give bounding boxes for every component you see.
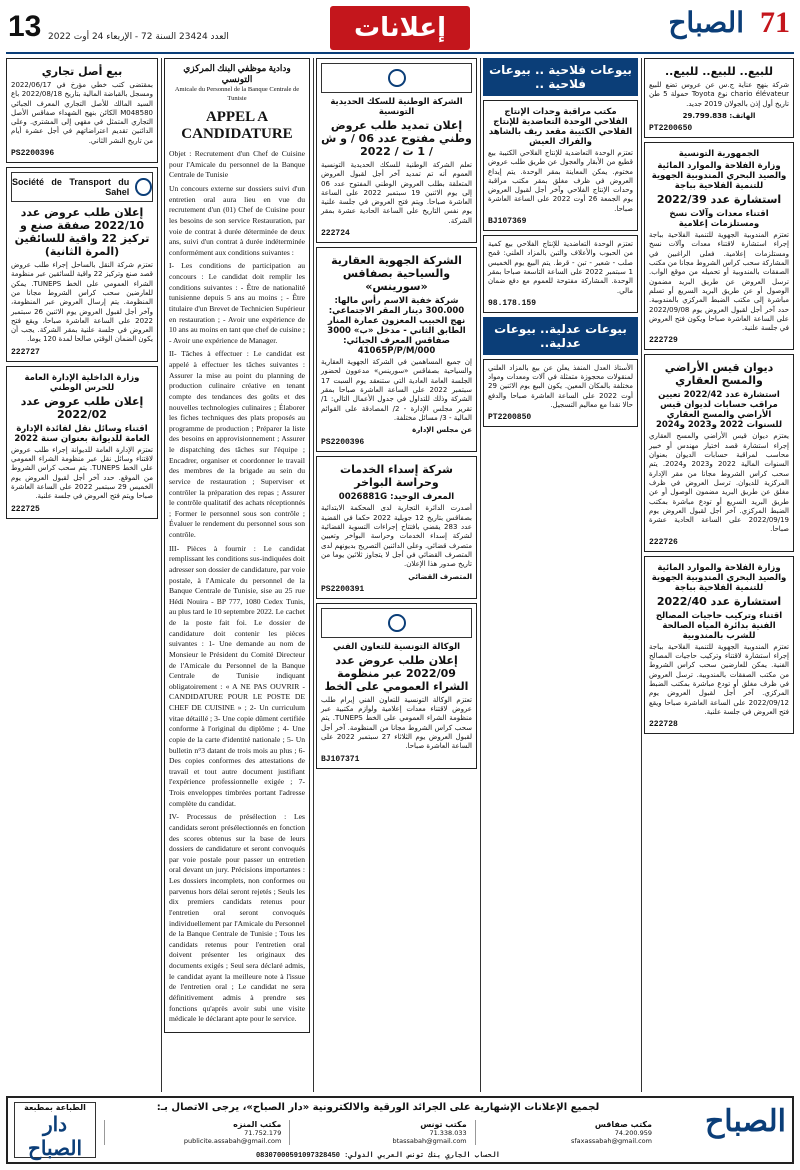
ad-organization: الشركة الوطنية للسكك الحديدية التونسية [330,97,463,117]
ad-paragraph: I- Les conditions de participation au concours : Le candidat doit remplir les conditions suivantes : - Être de nationalité tunisienne depuis 5 ans au moins ; - Être titulaire d'un Brevet de Technicien Supérieur en restauration ; - Avoir une expérience de 10 ans au moins en tant que chef de cuisine ; - Avoir une expérience de Manager. [169,261,305,345]
column-3 [316,58,477,1092]
ad-reference: 222724 [321,229,350,239]
ad-title: إعلان طلب عروض عدد 2022/09 عبر منظومة الشراء العمومي على الخط [324,653,469,693]
office-phone: 74.200.959 [614,1129,652,1137]
printer-name: دار الصباح [27,1112,83,1160]
ad-body: تعتزم المندوبية الجهوية للتنمية الفلاحية بباجة إجراء استشارة لاقتناء معدات وآلات نسخ ومستلزمات إعلامية. فعلى الراغبين في المشاركة سحب كراس الشروط مجانا من مكتب الصفقات بالمندوبية أو تحميله من موقع الواب. ترسل العروض عن طريق البريد مضمون الوصول أو عن طريق البريد السريع أو تسلم مباشرة إلى مكتب الضبط المركزي بالمندوبية. حدد آخر أجل لقبول العروض يوم 2022/09/08 على الساعة العاشرة صباحا ويكون فتح العروض في جلسة علنية. [649,231,789,333]
ad-agricultural-sale-1 [483,100,638,231]
ad-subtitle: اقتناء وتركيب حاجيات المصالح الفنية بدائرة المياه الصالحة للشرب بالمندوبية [655,610,783,641]
ad-consultation-39 [644,142,794,350]
ad-cadastre [644,354,794,551]
ad-body: تعتزم الوكالة التونسية للتعاون الفني إبرام طلب عروض لاقتناء معدات إعلامية ولوازم مكتبية عبر منظومة الشراء العمومي على الخط TUNEPS. يتم سحب كراس الشروط مجانا من المنظومة. آخر أجل لقبول العروض يوم الثلاثاء 27 سبتمبر 2022 على الساعة العاشرة صباحا. [321,695,473,751]
sncft-logo [321,63,472,93]
ad-reference: PS2200391 [321,584,365,594]
printer-label: الطباعة بمطبعة [24,1103,86,1112]
ad-reference: 222728 [649,720,678,730]
ad-agricultural-sale-2 [483,235,638,313]
ad-title: استشارة عدد 2022/40 [656,594,782,608]
ad-title: الشركة الجهوية العقارية والسياحية بصفاقس «سورينس» [331,254,462,294]
logo-number: 71 [760,6,790,39]
ad-consultation-40 [644,556,794,734]
logo-name: الصباح [668,6,744,39]
ad-sorinces-assembly [316,247,477,452]
section-title: إعلانات [330,6,470,50]
office-item [475,1120,652,1145]
office-phone: 71.338.033 [429,1129,467,1137]
ad-signature: عن مجلس الإدارة [412,426,472,435]
ad-atct-tender [316,603,477,769]
ad-organization: مكتب مراقبة وحدات الإنتاج الفلاحي الوحدة التعاضدية للإنتاج الفلاحي الكتيبة مقعد ريف بالشاهد والفراك العيش [488,107,633,147]
page-footer [6,1096,794,1164]
ad-body: إن جميع المساهمين في الشركة الجهوية العقارية والسياحية بصفاقس «سورينس» مدعوون لحضور الجلسة العامة العادية التي ستنعقد يوم السبت 17 سبتمبر 2022 على الساعة العاشرة صباحا بمقر الشركة وذلك للتداول في جدول الأعمال التالي: 1/ تقرير مجلس الإدارة - 2/ المصادقة على القوائم المالية - 3/ مسائل مختلفة. [321,358,472,422]
ad-reference: 222727 [11,347,40,357]
ad-organization-fr: Amicale du Personnel de la Banque Centrale de Tunisie [174,86,300,103]
ad-title: استشارة عدد 2022/39 [656,193,782,207]
sts-logo [11,172,153,202]
ad-title: إعلان طلب عروض عدد 2022/02 [20,394,144,421]
page-number: 13 [8,10,42,43]
newspaper-logo [630,4,790,44]
atct-logo-icon [388,614,406,632]
column-divider [161,58,162,1092]
ad-body: تعتزم الإدارة العامة للديوانة إجراء طلب عروض لاقتناء وسائل نقل عبر منظومة الشراء العمومي على الخط TUNEPS. يتم سحب كراس الشروط من الموقع. حدد آخر أجل لقبول العروض يوم الخميس 29 سبتمبر 2022 على الساعة العاشرة صباحا ويتم فتح العروض في جلسة علنية. [11,445,154,501]
column-divider [480,58,481,1092]
office-phone: 71.752.179 [244,1129,282,1137]
office-email[interactable]: publicite.assabah@gmail.com [183,1137,282,1145]
ad-reference: 222725 [11,504,40,514]
ad-body: تعتزم المندوبية الجهوية للتنمية الفلاحية بباجة إجراء استشارة لاقتناء وتركيب حاجيات المصالح الفنية. يمكن للعارضين سحب كراس الشروط من مكتب الصفقات بالمندوبية. ترسل العروض في ظرف مغلق أو تودع مباشرة بمكتب الضبط المركزي. آخر أجل لقبول العروض يوم 2022/09/12 على الساعة العاشرة صباحا ويقع فتح العروض في جلسة علنية. [649,642,789,716]
ad-reference: PT2200650 [649,124,693,134]
ad-signature: المتصرف القضائي [408,572,472,581]
office-email[interactable]: btassabah@gmail.com [392,1137,467,1145]
sts-logo-name: Société de Transport du Sahel [12,177,130,198]
ad-sts-tender [6,167,158,362]
ad-sale-forklift [644,58,794,138]
atct-logo [321,608,472,638]
column-divider [641,58,642,1092]
ad-reference: 98.178.159 [488,298,537,308]
office-list [104,1120,652,1145]
ad-subtitle: استشارة عدد 2022/42 تعيين مراقب حسابات لديوان قيس الأراضي والمسح العقاري للسنوات 2022 و2023 و2024 [655,390,783,431]
header-divider [6,52,794,54]
ad-subtitle: اقتناء وسائل نقل لفائدة الإدارة العامة للديوانة بعنوان سنة 2022 [14,423,150,444]
ad-title: شركة إسداء الخدمات وحراسة البواخر [340,463,453,490]
ad-body: يعتزم ديوان قيس الأراضي والمسح العقاري إجراء استشارة قصد اختيار مهندس أو خبير محاسب لمراقبة حسابات الديوان بعنوان السنوات المالية 2022 و2023 و2024. يتم سحب كراس الشروط مجانا من مقر الإدارة المركزية للديوان. ترسل العروض في ظرف مغلق عن طريق البريد مضمون الوصول أو عن طريق البريد السريع أو تودع مباشرة بمكتب الضبط المركزي. آخر أجل لقبول العروض يوم 2022/09/19 على الساعة الحادية عشرة صباحا. [649,432,790,534]
ad-sncft-extension [316,58,477,243]
ad-reference: 222726 [649,537,678,547]
ad-paragraph: II- Tâches à effectuer : Le candidat est appelé à effectuer les tâches suivantes : Assurer la mise au point du planning de production culinaire créative en tenant compte des tendances des goûts et des nouvelles technologies culinaires ; Élaborer les fiches techniques des plats proposés au programme de production ; Préparer la liste des besoins en approvisionnement ; Assurer le dispatching des tâches sur l'équipe ; Encadrer, organiser et coordonner le travail des membres de la brigade au sein du service de restauration ; Superviser et contrôler la préparation des repas ; Assurer le contrôle qualitatif des achats réceptionnés ; Former le personnel sous son contrôle ; Évaluer le rendement du personnel sous son contrôle. [169,349,305,540]
ad-subtitle: المعرف الوحيد: 0026881G [338,492,455,503]
column-4 [483,58,638,1092]
ad-body: الأستاذ العدل المنفذ يعلن عن بيع بالمزاد العلني لمنقولات محجوزة متمثلة في آلات ومعدات ومواد مختلفة بالمكان المعين. يكون البيع يوم الاثنين 29 أوت 2022 على الساعة العاشرة صباحا والدفع حالا نقدا مع معاليم التسجيل. [488,363,633,410]
ad-body: تعتزم الوحدة التعاضدية للإنتاج الفلاحي بيع كمية من الحبوب والأعلاف والتبن بالمزاد العلني: قمح صلب - شعير - تبن - قرط. يتم البيع يوم الخميس 1 سبتمبر 2022 على الساعة التاسعة صباحا بمقر الوحدة. المشاركة مفتوحة للعموم مع دفع ضمان مالي. [488,240,633,295]
footer-title: لجميع الإعلانات الإشهارية على الجرائد الورقية والالكترونية «دار الصباح»، يرجى الاتصال بـ: [156,1102,600,1113]
ad-subtitle: شركة خفية الاسم رأس مالها: 300.000 دينار المقر الاجتماعي: نهج الحبيب المعزون عمارة المنار الطابق الثاني - مدخل «ب» 3000 صفاقس المعرف الجبائي: 41065P/P/M/000 [327,296,466,357]
ad-body: تعتزم شركة النقل بالساحل إجراء طلب عروض قصد صنع وتركيز 22 واقية للسائقين عبر منظومة الشراء العمومي على الخط TUNEPS. يمكن للعارضين سحب كراس الشروط مجانا من المنظومة. يتم إرسال العروض عبر المنظومة، وآخر أجل لقبول العروض يوم الاثنين 26 سبتمبر 2022 على الساعة العاشرة صباحا، ويقع فتح العروض في جلسة علنية بمقر الشركة. يجب أن يكون الضمان الوقتي صالحا لمدة 120 يوما. [11,261,154,344]
ad-title: للبيع.. للبيع.. للبيع.. [664,65,774,78]
column-2 [164,58,310,1092]
ad-header: الجمهورية التونسية [678,149,760,160]
ad-reference: BJ107369 [488,217,527,227]
sts-logo-icon [135,178,152,196]
ad-title: إعلان طلب عروض عدد 2022/10 صفقة صنع و تركيز 22 واقية للسائقين (المرة الثانية) [14,206,150,259]
office-name: مكتب صفاقس [594,1120,652,1129]
ad-organization: وزارة الداخلية الإدارة العامة للحرس الوطني [24,372,140,393]
ad-body: أصدرت الدائرة التجارية لدى المحكمة الابتدائية بصفاقس بتاريخ 12 جويلية 2022 حكما في القضية عدد 283 يقضي بافتتاح إجراءات التسوية القضائية لشركة إسداء الخدمات وحراسة البواخر وتعيين متصرف قضائي. وعلى الدائنين التصريح بديونهم لدى المتصرف القضائي في أجل لا يتجاوز ثلاثين يوما من تاريخ صدور هذا الإعلان. [321,504,472,569]
ad-organization: الوكالة التونسية للتعاون الفني [332,641,461,652]
ad-reference: PS2200396 [321,438,365,448]
ad-organization: وزارة الفلاحة والموارد المائية والصيد البحري المندوبية الجهوية للتنمية الفلاحية بباجة [651,161,787,192]
footer-logo: الصباح [704,1104,786,1139]
section-banner: بيوعات فلاحية .. بيوعات فلاحية .. [483,58,638,96]
page-header [0,0,800,54]
printer-logo [14,1102,96,1158]
ad-reference: 222729 [649,336,678,346]
ad-body: بمقتضى كتب خطي مؤرخ في 2022/06/17 ومسجل بالقباضة المالية بتاريخ 2022/08/18 باع السيد المالك للأصل التجاري المعرف الجبائي M048580 الكائن بنهج الشهداء صفاقس الأصل التجاري المتمثل في مقهى إلى المشتري. وعلى الدائنين تقديم اعتراضاتهم في أجل عشرة أيام من تاريخ النشر الثاني. [11,81,153,145]
ad-body: تعتزم الوحدة التعاضدية للإنتاج الفلاحي الكتيبة بيع قطيع من الأبقار والعجول عن طريق طلب عروض مختوم. يمكن المعاينة بمقر الوحدة. يتم إيداع العروض في ظرف مغلق بمقر مكتب مراقبة وحدات الإنتاج الفلاحي وآخر أجل لقبول العروض يوم الجمعة 26 أوت 2022 على الساعة العاشرة صباحا. [488,149,634,213]
ad-customs-tender [6,366,158,519]
ad-paragraph: IV- Processus de présélection : Les candidats seront présélectionnés en fonction des scores obtenus sur la base de leurs dossiers de candidature et seront convoqués par voie postale pour passer un entretien oral devant un jury. Précisions importantes : Les dossiers incomplets, non conformes ou parvenus hors délai seront rejetés ; Seuls les dix premiers candidats retenus pour l'entretien oral seront convoqués individuellement par l'Amicale du Personnel de la Banque Centrale de Tunisie ; Tous les candidats retenus pour l'entretien oral doivent présenter les originaux des documents exigés ; Seul sera déclaré admis, le candidat ayant la meilleure note à l'issue de l'entretien oral ; Le candidat ne sera définitivement admis à prendre ses fonctions qu'après avoir subi une visite médicale le déclarant apte pour le service. [169,812,305,1024]
ad-organization-ar: ودادية موظفي البنك المركزي التونسي [183,63,291,84]
ad-phone: الهاتف: 29.799.838 [682,111,756,120]
ad-paragraph: Objet : Recrutement d'un Chef de Cuisine pour l'Amicale du personnel de la Banque Centrale de Tunisie [169,149,305,180]
office-item [104,1120,281,1145]
ad-title: بيع أصل تجاري [41,65,123,78]
office-name: مكتب المنزه [233,1120,282,1129]
bank-account: الحساب الجاري بنك تونس العربي الدولي: 08307000591097328450 [255,1152,501,1160]
ad-business-sale [6,58,158,163]
section-banner: بيوعات عدلية.. بيوعات عدلية.. [483,317,638,355]
ad-reference: PT2200850 [488,413,532,423]
ad-paragraph: Un concours externe sur dossiers suivi d'un entretien oral aura lieu en vue du recrutement d'un (01) Chef de Cuisine pour les besoins de son service Restauration, par voie de contrat à durée déterminée de deux ans, suivi d'un contrat à durée indéterminée conformément aux conditions suivantes : [169,184,305,257]
ad-ship-services [316,456,477,598]
office-email[interactable]: sfaxassabah@gmail.com [571,1137,652,1145]
ad-organization: وزارة الفلاحة والموارد المائية والصيد البحري المندوبية الجهوية للتنمية الفلاحية بباجة [651,562,787,593]
column-1 [6,58,158,1092]
ad-appel-candidature [164,58,310,1033]
ad-title: APPEL A CANDIDATURE [181,109,293,143]
ad-body: تعلم الشركة الوطنية للسكك الحديدية التونسية العموم أنه تم تمديد آخر أجل لقبول العروض المتعلقة بطلب العروض الوطني المفتوح عدد 06 إلى يوم الاثنين 19 سبتمبر 2022 على الساعة العاشرة صباحا. ويتم فتح العروض في جلسة علنية يوم نفس التاريخ على الساعة الحادية عشرة بمقر الشركة. [321,161,472,225]
ad-title: ديوان قيس الأراضي والمسح العقاري [664,361,774,388]
office-name: مكتب تونس [420,1120,467,1129]
issue-info: العدد 23424 السنة 72 - الإربعاء 24 أوت 2022 [48,32,229,42]
ad-judicial-sale [483,359,638,427]
column-divider [313,58,314,1092]
ad-reference: BJ107371 [321,754,360,764]
ad-subtitle: اقتناء معدات وآلات نسخ ومستلزمات إعلامية [669,209,769,230]
office-item [289,1120,466,1145]
ad-paragraph: III- Pièces à fournir : Le candidat remplissant les conditions sus-indiquées doit adresser son dossier de candidature, par voie postale, à l'Amicale du personnel de la Banque Centrale de Tunisie, sise au 25 rue Hédi Nouira - BP 777, 1080 Cedex Tunis, au plus tard le 10 septembre 2022. Le cachet de la poste fait foi. Le dossier de candidature doit contenir les pièces suivantes : 1- Une demande au nom de Monsieur le Président du Comité Directeur de l'Amicale du Personnel de la Banque Centrale de Tunisie indiquant obligatoirement : « A NE PAS OUVRIR - CANDIDATURE POUR LE POSTE DE CHEF DE CUISINE » ; 2- Un curriculum vitae détaillé ; 3- Une copie dûment certifiée conforme à l'original du diplôme ; 4- Une copie de la carte d'identité nationale ; 5- Un bulletin n°3 datant de trois mois au plus ; 6- Des copies conformes des attestations de travail et tout autre document justifiant l'expérience professionnelle exigée ; 7- Trois enveloppes timbrées portant l'adresse complète du candidat. [169,543,305,808]
ad-title: إعلان تمديد طلب عروض وطني مفتوح عدد 06 / و ش / 1 ت / 2022 [321,119,472,158]
ad-reference: PS2200396 [11,149,55,159]
ad-body: شركة بنهج عناية ج.س عن عروس تضع للبيع chario élévateur نوع Toyota حمولة 5 طن تاريخ أول إذن بالجولان 2019 جديد. [649,81,790,108]
sncft-logo-icon [388,69,406,87]
column-5 [644,58,794,1092]
